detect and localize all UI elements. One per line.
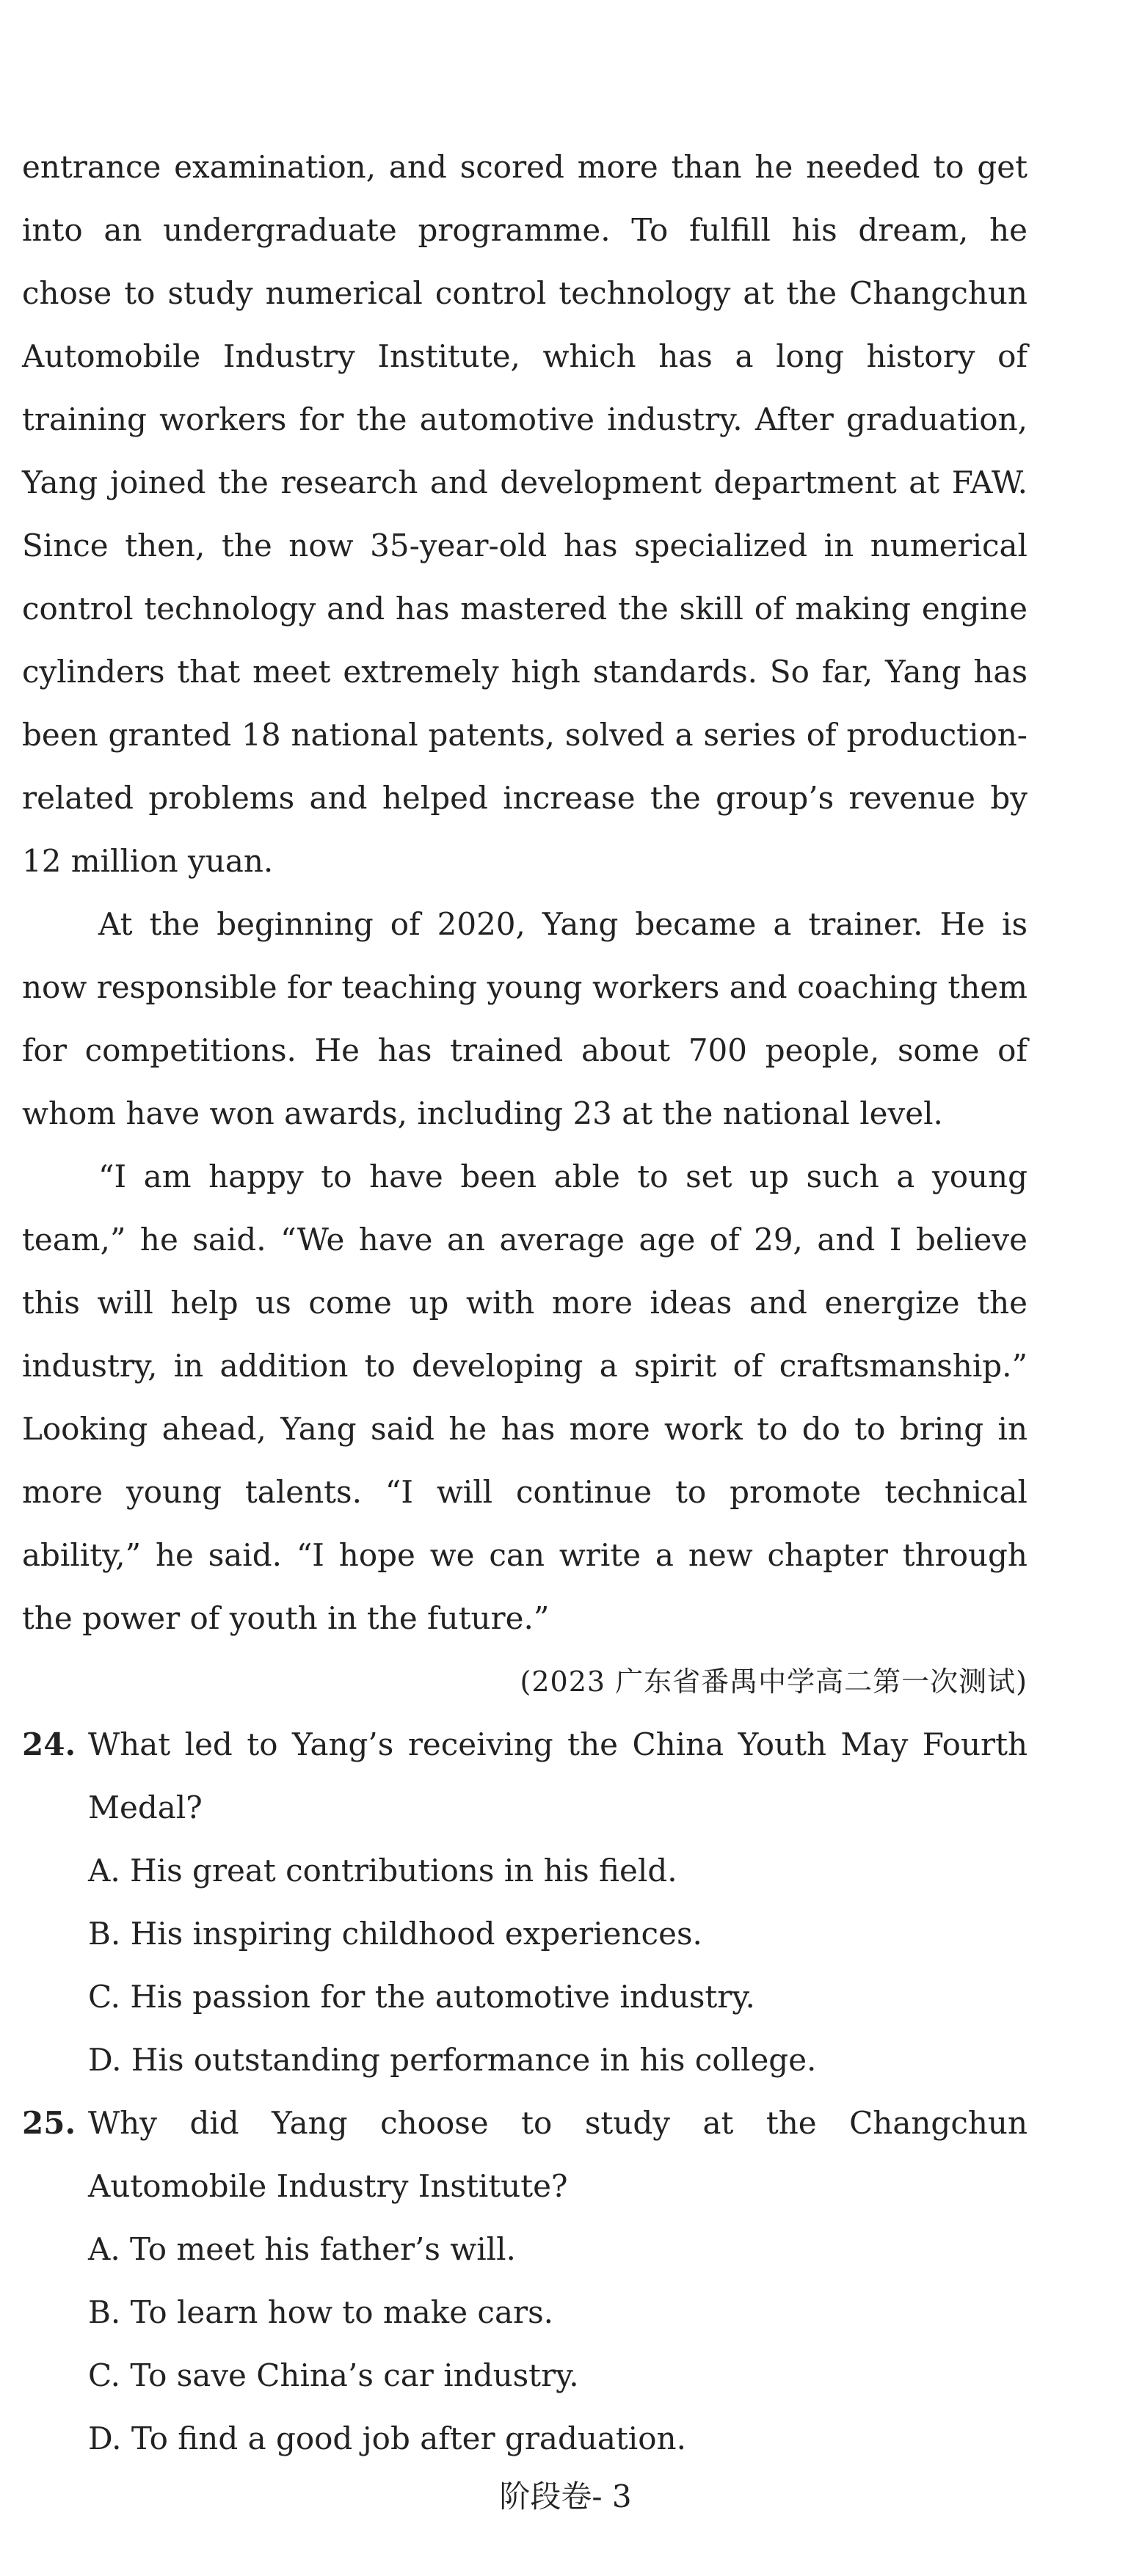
option-c: C. His passion for the automotive industry. [88,1979,755,2015]
source-note: (2023 广东省番禺中学高二第一次测试) [520,1665,1028,1698]
options-list [22,2218,1028,2470]
option-b: B. To learn how to make cars. [88,2294,553,2330]
content-column [22,136,1028,2470]
passage-paragraph-1: entrance examination, and scored more than he needed to get into an undergraduate programme. To fulfill his dream, he chose to study numerical control technology at the Changchun Automobile Industry Institute, which has a long history of training workers for the automotive industry. After graduation, Yang joined the research and development department at FAW. Since then, the now 35-year-old has specialized in numerical control technology and has mastered the skill of making engine cylinders that meet extremely high standards. So far, Yang has been granted 18 national patents, solved a series of production-related problems and helped increase the group’s revenue by 12 million yuan. [22,149,1028,879]
option-b: B. His inspiring childhood experiences. [88,1916,702,1952]
passage-paragraph-3: “I am happy to have been able to set up such a young team,” he said. “We have an average age of 29, and I believe this will help us come up with more ideas and energize the industry, in addition to developing a spirit of craftsmanship.” Looking ahead, Yang said he has more work to do to bring in more young talents. “I will continue to promote technical ability,” he said. “I hope we can write a new chapter through the power of youth in the future.” [22,1159,1028,1636]
passage-paragraph-2: At the beginning of 2020, Yang became a trainer. He is now responsible for teaching young workers and coaching them for competitions. He has trained about 700 people, some of whom have won awards, including 23 at the national level. [22,906,1028,1131]
question-number: 24. [22,1726,76,1762]
question-number: 25. [22,2105,76,2141]
page-footer: 阶段卷- 3 [499,2478,632,2514]
question-24 [22,1713,1028,2092]
option-a: A. To meet his father’s will. [88,2231,516,2267]
option-a: A. His great contributions in his field. [88,1853,677,1889]
options-list [22,1839,1028,2092]
option-d: D. His outstanding performance in his college. [88,2042,817,2078]
question-25 [22,2092,1028,2470]
option-d: D. To find a good job after graduation. [88,2420,686,2456]
question-stem: What led to Yang’s receiving the China Youth May Fourth Medal? [88,1726,1028,1825]
option-c: C. To save China’s car industry. [88,2357,579,2393]
question-stem: Why did Yang choose to study at the Changchun Automobile Industry Institute? [88,2105,1028,2204]
